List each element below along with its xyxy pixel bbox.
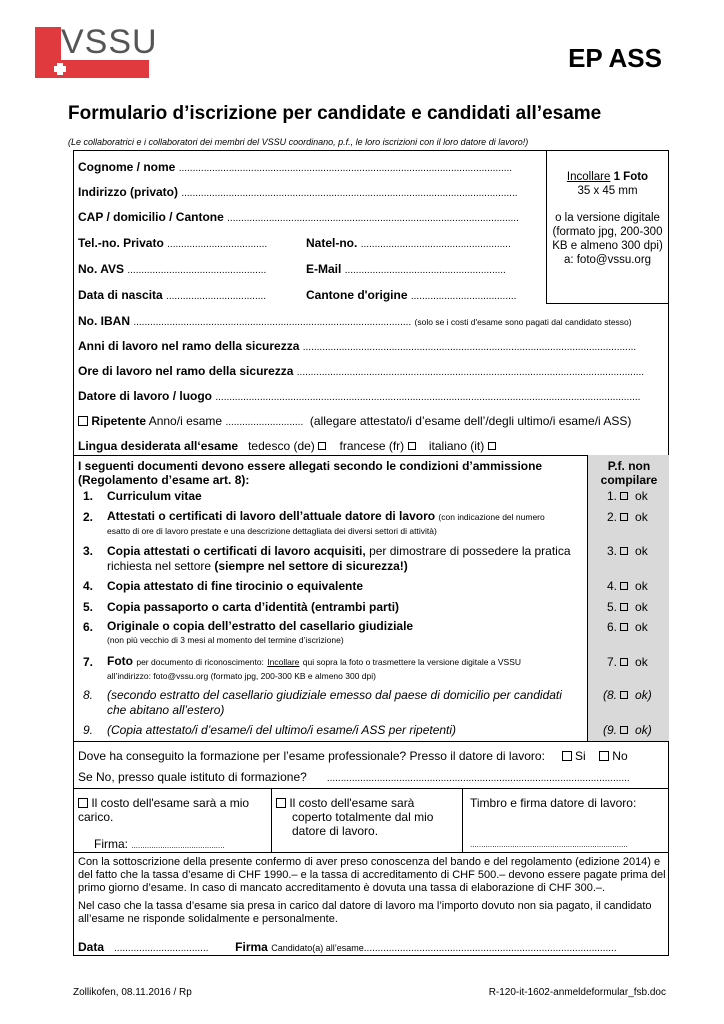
check-9[interactable]: (9. ok) xyxy=(603,723,652,737)
ore-label: Ore di lavoro nel ramo della sicurezza xyxy=(78,364,294,378)
check-5[interactable]: 5. ok xyxy=(607,600,648,614)
check-8[interactable]: (8. ok) xyxy=(603,688,652,702)
repeat-checkbox[interactable] xyxy=(78,416,88,426)
check-6[interactable]: 6. ok xyxy=(607,620,648,634)
tel-row[interactable]: Tel.-no. Privato .................................... xyxy=(78,236,268,250)
natel-row[interactable]: Natel-no. ...................................................... xyxy=(306,236,511,250)
declaration-p1: Con la sottoscrizione della presente confermo di aver preso conoscenza del bando e del regolamento (edizione 2014) e del fatto che la tassa d’esame di CHF 1990.– e la tassa di accreditamento di CHF 500.– devono essere pagate prima del primo giorno d’esame. In caso di mancato accreditamento è dovuta una tassa di elaborazione di CHF 300.–. xyxy=(78,856,666,894)
avs-label: No. AVS xyxy=(78,262,125,276)
cost-firma[interactable]: Firma: .......................................... xyxy=(94,837,225,851)
logo xyxy=(35,23,158,78)
language-row xyxy=(78,439,496,453)
firma-label: Firma xyxy=(235,940,268,954)
language-fr-checkbox[interactable] xyxy=(408,442,416,450)
natel-label: Natel-no. xyxy=(306,236,358,250)
check-7[interactable]: 7. ok xyxy=(607,655,648,669)
photo-instruction xyxy=(548,170,667,184)
signature-row[interactable]: Data .................................. Firma Candidato(a) all’esame........................................................................................... xyxy=(78,940,617,954)
cost-self[interactable]: Il costo dell'esame sarà a mio carico. xyxy=(78,796,250,824)
anni-label: Anni di lavoro nel ramo della sicurezza xyxy=(78,339,300,353)
declaration xyxy=(78,856,666,926)
language-it: italiano (it) xyxy=(428,439,485,453)
data-label: Data xyxy=(78,940,105,954)
nascita-label: Data di nascita xyxy=(78,288,163,302)
cap-label: CAP / domicilio / Cantone xyxy=(78,210,224,224)
indirizzo-row[interactable]: Indirizzo (privato) ......................................................................................................................... xyxy=(78,185,518,199)
ore-row[interactable]: Ore di lavoro nel ramo della sicurezza ............................................................................................................................. xyxy=(78,364,645,378)
photo-count: 1 Foto xyxy=(613,171,649,183)
office-column-header: P.f. non compilare xyxy=(600,459,658,487)
indirizzo-label: Indirizzo (privato) xyxy=(78,185,178,199)
check-3[interactable]: 3. ok xyxy=(607,544,648,558)
iban-label: No. IBAN xyxy=(78,314,130,328)
training-question: Dove ha conseguito la formazione per l’esame professionale? Presso il datore di lavoro: xyxy=(78,749,545,763)
photo-size: 35 x 45 mm xyxy=(577,185,638,197)
origine-label: Cantone d'origine xyxy=(306,288,408,302)
origine-row[interactable]: Cantone d'origine ...................................... xyxy=(306,288,517,302)
institute-label: Se No, presso quale istituto di formazione? xyxy=(78,770,307,784)
training-no-checkbox[interactable] xyxy=(599,751,609,761)
avs-row[interactable]: No. AVS .................................................. xyxy=(78,262,267,276)
cost-employer[interactable]: Il costo dell'esame sarà coperto totalmente dal mio datore di lavoro. xyxy=(276,796,456,838)
language-label: Lingua desiderata all‘esame xyxy=(78,439,239,453)
check-2[interactable]: 2. ok xyxy=(607,510,648,524)
logo-text: VSSU xyxy=(61,23,158,61)
footer-right: R-120-it-1602-anmeldeformular_fsb.doc xyxy=(488,987,666,998)
email-row[interactable]: E-Mail .......................................................... xyxy=(306,262,506,276)
doc-code: EP ASS xyxy=(568,43,662,73)
repeat-label: Ripetente xyxy=(91,414,147,428)
cognome-row[interactable]: Cognome / nome ........................................................................................................................ xyxy=(78,160,513,174)
email-label: E-Mail xyxy=(306,262,342,276)
language-de: tedesco (de) xyxy=(248,439,315,453)
check-4[interactable]: 4. ok xyxy=(607,579,648,593)
page-title: Formulario d’iscrizione per candidate e candidati all’esame xyxy=(68,103,602,124)
cost-employer-checkbox[interactable] xyxy=(276,798,286,808)
stamp-label: Timbro e firma datore di lavoro: xyxy=(470,796,637,810)
anni-row[interactable]: Anni di lavoro nel ramo della sicurezza ........................................................................................................................ xyxy=(78,339,637,353)
training-row: Dove ha conseguito la formazione per l’esame professionale? Presso il datore di lavoro: Si No xyxy=(78,749,628,763)
language-fr: francese (fr) xyxy=(339,439,405,453)
photo-incollare: Incollare xyxy=(566,171,611,183)
cap-row[interactable]: CAP / domicilio / Cantone ......................................................................................................... xyxy=(78,210,519,224)
photo-digital: o la versione digitale (formato jpg, 200-300 KB e almeno 300 dpi) a: foto@vssu.org xyxy=(552,212,663,266)
stamp-line[interactable]: ....................................................................... xyxy=(470,840,628,849)
nascita-row[interactable]: Data di nascita .................................... xyxy=(78,288,267,302)
datore-label: Datore di lavoro / luogo xyxy=(78,389,213,403)
declaration-p2: Nel caso che la tassa d’esame sia presa in carico dal datore di lavoro ma l’importo dovuto non sia pagato, il candidato all’esame ne risponde solidalmente e personalmente. xyxy=(78,900,652,925)
datore-row[interactable]: Datore di lavoro / luogo ......................................................................................................................................................... xyxy=(78,389,641,403)
institute-row[interactable]: Se No, presso quale istituto di formazione? ............................................................................................................. xyxy=(78,770,630,784)
cognome-label: Cognome / nome xyxy=(78,160,176,174)
iban-row[interactable]: No. IBAN .................................................................................................... (solo se i costi d'esame sono pagati dal candidato stesso) xyxy=(78,314,632,328)
header-note: (Le collaboratrici e i collaboratori dei membri del VSSU coordinano, p.f., le loro iscrizioni con il loro datore di lavoro!) xyxy=(68,137,529,147)
candidato-label: Candidato(a) all’esame xyxy=(271,943,364,953)
language-de-checkbox[interactable] xyxy=(318,442,326,450)
footer-left: Zollikofen, 08.11.2016 / Rp xyxy=(73,987,192,998)
repeat-row[interactable]: Ripetente Anno/i esame ............................ (allegare attestato/i d’esame dell’/degli ultimo/i esame/i ASS) xyxy=(78,414,631,428)
iban-note: (solo se i costi d'esame sono pagati dal candidato stesso) xyxy=(414,317,632,327)
tel-label: Tel.-no. Privato xyxy=(78,236,164,250)
repeat-note: (allegare attestato/i d’esame dell’/degli ultimo/i esame/i ASS) xyxy=(309,414,632,428)
documents-heading: I seguenti documenti devono essere allegati secondo le condizioni d’ammissione (Regolamento d’esame art. 8): xyxy=(78,459,543,487)
training-si-checkbox[interactable] xyxy=(562,751,572,761)
language-it-checkbox[interactable] xyxy=(488,442,496,450)
check-1[interactable]: 1. ok xyxy=(607,489,648,503)
photo-box[interactable] xyxy=(548,170,667,267)
repeat-anno: Anno/i esame xyxy=(148,414,223,428)
cost-self-checkbox[interactable] xyxy=(78,798,88,808)
swiss-cross-icon xyxy=(46,60,76,78)
